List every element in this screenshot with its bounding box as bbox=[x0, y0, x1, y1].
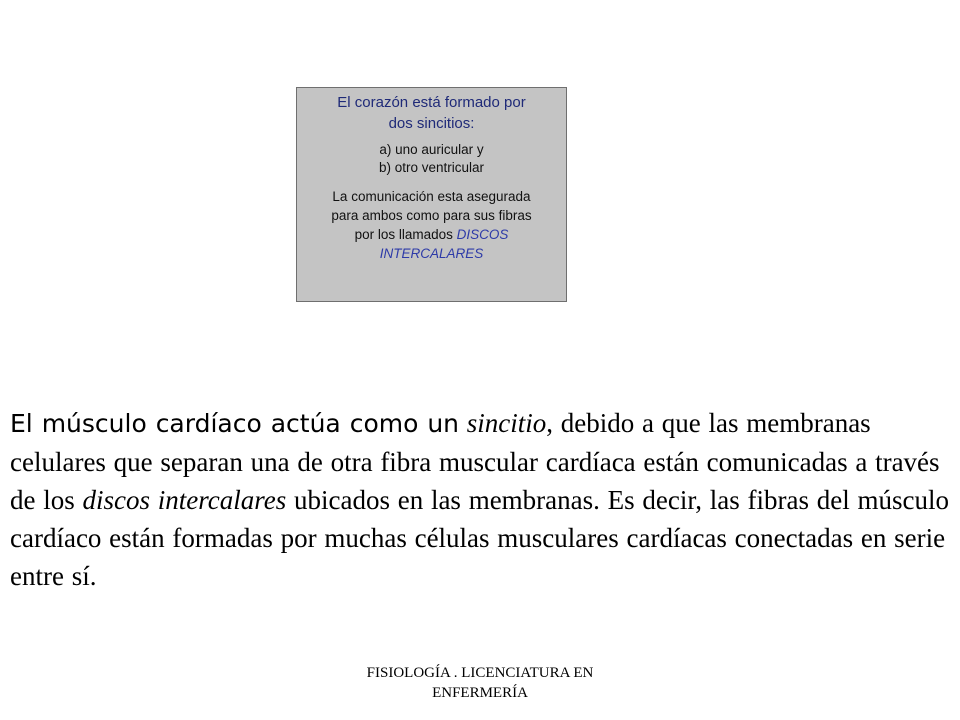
main-lead-text: El músculo cardíaco actúa como un bbox=[10, 409, 460, 438]
info-box-list bbox=[297, 141, 566, 177]
info-box bbox=[296, 87, 567, 302]
discos-term: DISCOS bbox=[456, 227, 509, 242]
intercalares-term: INTERCALARES bbox=[379, 246, 484, 261]
info-box-title-line2: dos sincitios: bbox=[388, 115, 475, 132]
footer-line1: FISIOLOGÍA . LICENCIATURA EN bbox=[366, 665, 594, 681]
footer-line2: ENFERMERÍA bbox=[432, 685, 528, 701]
info-box-item-a: a) uno auricular y bbox=[379, 142, 484, 157]
info-box-item-b: b) otro ventricular bbox=[378, 160, 485, 175]
main-text-part1: , debido a que las membranas celulares que separan una de otra fibra muscular cardíaca están comunicadas a través de los bbox=[10, 408, 940, 515]
info-box-title-line1: El corazón está formado por bbox=[337, 94, 526, 111]
main-text-part2: ubicados en las membranas. Es decir, las fibras del músculo cardíaco están formadas por muchas células musculares cardíacas conectadas en serie entre sí. bbox=[10, 485, 949, 591]
footer bbox=[0, 663, 960, 703]
info-box-title bbox=[307, 92, 556, 134]
info-box-para-line3-prefix: por los llamados bbox=[354, 227, 457, 242]
main-paragraph bbox=[10, 404, 950, 595]
info-box-para-line1: La comunicación esta asegurada bbox=[332, 189, 531, 204]
discos-intercalares-term: discos intercalares bbox=[82, 485, 287, 515]
info-box-para-line2: para ambos como para sus fibras bbox=[331, 208, 532, 223]
info-box-paragraph bbox=[309, 187, 554, 263]
sincitio-term: sincitio bbox=[466, 408, 547, 438]
